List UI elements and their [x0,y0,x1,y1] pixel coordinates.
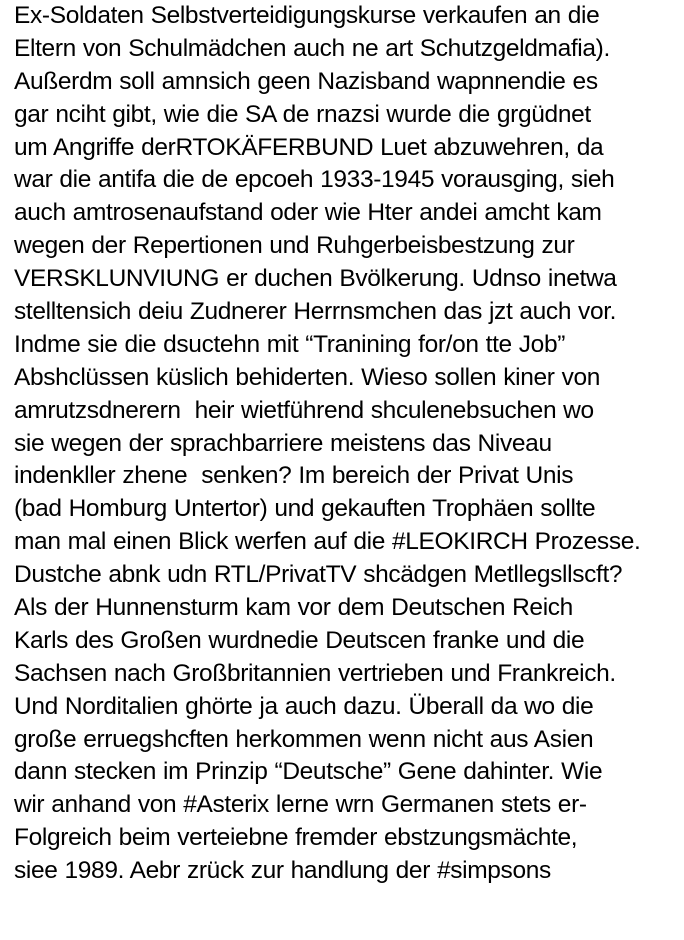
text-line: Als der Hunnensturm kam vor dem Deutschen Reich [14,594,573,622]
body-text [14,0,682,888]
text-line: Abshclüssen küslich behiderten. Wieso sollen kiner von [14,363,601,391]
text-line: Ex-Soldaten Selbstverteidigungskurse verkaufen an die [14,2,600,29]
text-line: Und Norditalien ghörte ja auch dazu. Überall da wo die [14,692,594,720]
text-line: (bad Homburg Untertor) und gekauften Trophäen sollte [14,495,596,523]
text-line: Außerdm soll amnsich geen Nazisband wapnnendie es [14,67,598,95]
text-line: stelltensich deiu Zudnerer Herrnsmchen das jzt auch vor. [14,298,617,326]
text-line: Sachsen nach Großbritannien vertrieben und Frankreich. [14,659,616,687]
text-line: VERSKLUNVIUNG er duchen Bvölkerung. Udnso inetwa [14,265,617,293]
text-line: amrutzsdnerern heir wietführend shculenebsuchen wo [14,396,594,424]
text-line: dann stecken im Prinzip “Deutsche” Gene dahinter. Wie [14,758,603,786]
text-line: wir anhand von #Asterix lerne wrn Germanen stets er- [14,791,587,819]
text-line: indenkller zhene senken? Im bereich der Privat Unis [14,462,574,490]
text-line: gar nciht gibt, wie die SA de rnazsi wurde die grgüdnet [14,100,591,128]
text-line: Indme sie die dsuctehn mit “Tranining for/on tte Job” [14,330,566,358]
text-line: wegen der Repertionen und Ruhgerbeisbestzung zur [14,232,575,260]
text-line: siee 1989. Aebr zrück zur handlung der #simpsons [14,857,551,885]
text-line: Karls des Großen wurdnedie Deutscen franke und die [14,626,585,654]
text-line: um Angriffe derRTOKÄFERBUND Luet abzuwehren, da [14,133,604,161]
text-line: war die antifa die de epcoeh 1933-1945 vorausging, sieh [14,166,615,194]
text-line: sie wegen der sprachbarriere meistens das Niveau [14,429,552,457]
text-line: Eltern von Schulmädchen auch ne art Schutzgeldmafia). [14,34,610,62]
text-line: auch amtrosenaufstand oder wie Hter andei amcht kam [14,199,602,227]
text-line: große erruegshcften herkommen wenn nicht aus Asien [14,725,594,753]
text-line: man mal einen Blick werfen auf die #LEOKIRCH Prozesse. [14,528,641,556]
text-line: Dustche abnk udn RTL/PrivatTV shcädgen Metllegsllscft? [14,561,623,589]
text-line: Folgreich beim verteiebne fremder ebstzungsmächte, [14,824,578,852]
